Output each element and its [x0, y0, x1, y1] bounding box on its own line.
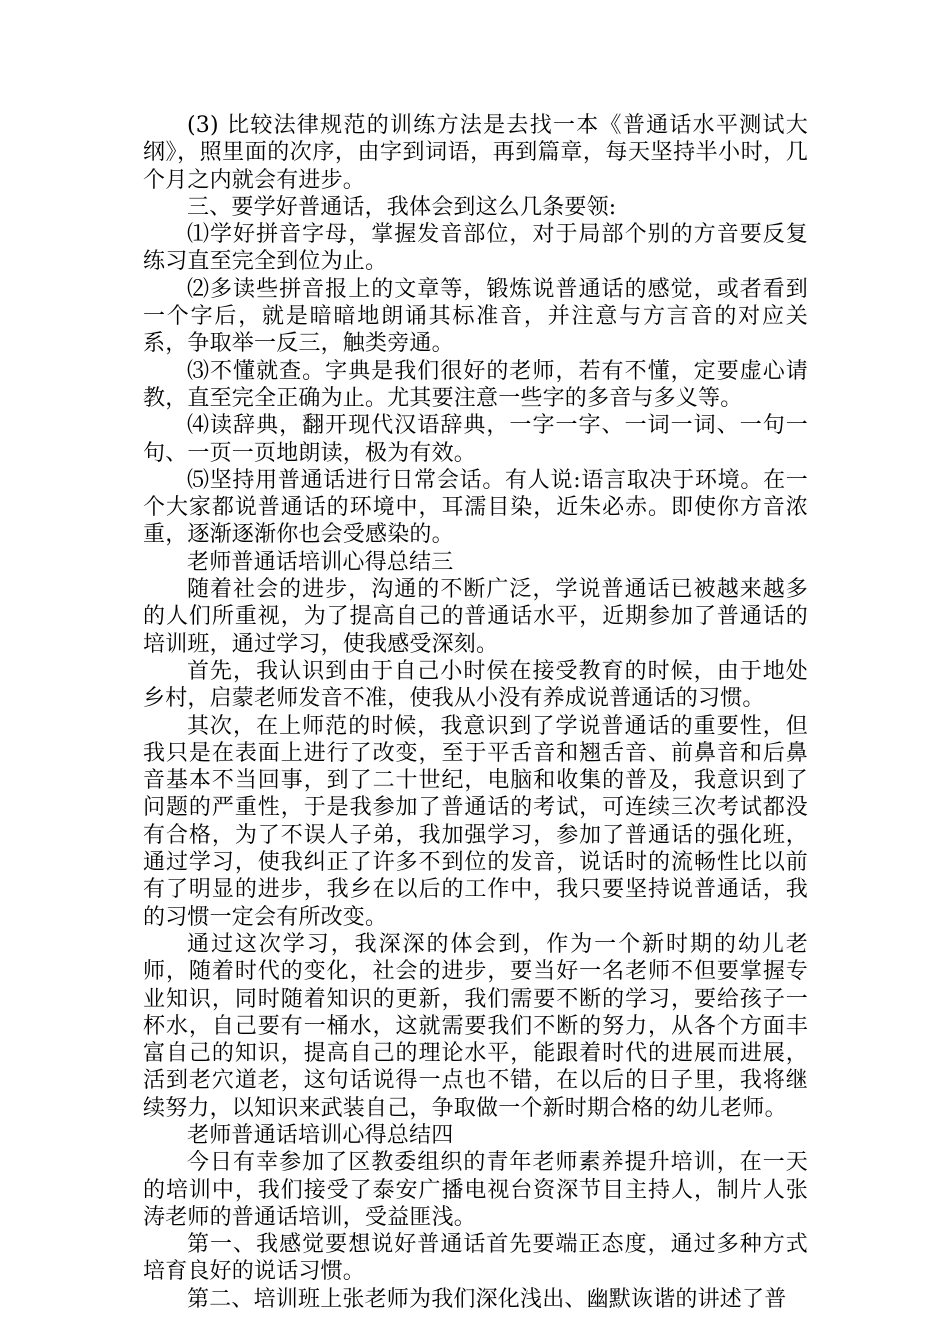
paragraph-6: ⑷读辞典，翻开现代汉语辞典，一字一字、一词一词、一句一句、一页一页地朗读，极为有效。: [143, 413, 808, 466]
document-page: [143, 112, 808, 1313]
paragraph-1: (3) 比较法律规范的训练方法是去找一本《普通话水平测试大纲》，照里面的次序，由字到词语，再到篇章，每天坚持半小时，几个月之内就会有进步。: [143, 113, 808, 193]
paragraph-9: 首先，我认识到由于自己小时侯在接受教育的时候，由于地处乡村，启蒙老师发音不准，使我从小没有养成说普通话的习惯。: [143, 658, 808, 712]
paragraph-2: 三、要学好普通话，我体会到这么几条要领:: [187, 194, 617, 220]
paragraph-11: 通过这次学习，我深深的体会到，作为一个新时期的幼儿老师，随着时代的变化，社会的进步，要当好一名老师不但要掌握专业知识，同时随着知识的更新，我们需要不断的学习，要给孩子一杯水，自己要有一桶水，这就需要我们不断的努力，从各个方面丰富自己的知识，提高自己的理论水平，能跟着时代的进展而进展，活到老穴道老，这句话说得一点也不错，在以后的日子里，我将继续努力，以知识来武装自己，争取做一个新时期合格的幼儿老师。: [143, 931, 808, 1121]
paragraph-5: ⑶不懂就查。字典是我们很好的老师，若有不懂，定要虚心请教，直至完全正确为止。尤其要注意一些字的多音与多义等。: [143, 358, 808, 411]
paragraph-7: ⑸坚持用普通话进行日常会话。有人说:语言取决于环境。在一个大家都说普通话的环境中，耳濡目染，近朱必赤。即使你方音浓重，逐渐逐渐你也会受感染的。: [143, 467, 808, 548]
paragraph-8: 随着社会的进步，沟通的不断广泛，学说普通话已被越来越多的人们所重视，为了提高自己的普通话水平，近期参加了普通话的培训班，通过学习，使我感受深刻。: [143, 577, 808, 657]
paragraph-12: 今日有幸参加了区教委组织的青年老师素养提升培训，在一天的培训中，我们接受了泰安广播电视台资深节目主持人，制片人张涛老师的普通话培训，受益匪浅。: [143, 1150, 808, 1230]
paragraph-13: 第一、我感觉要想说好普通话首先要端正态度，通过多种方式培育良好的说话习惯。: [143, 1232, 808, 1285]
paragraph-4: ⑵多读些拼音报上的文章等，锻炼说普通话的感觉，或者看到一个字后，就是暗暗地朗诵其标准音，并注意与方言音的对应关系，争取举一反三，触类旁通。: [143, 276, 808, 357]
paragraph-10: 其次，在上师范的时候，我意识到了学说普通话的重要性，但我只是在表面上进行了改变，至于平舌音和翘舌音、前鼻音和后鼻音基本不当回事，到了二十世纪，电脑和收集的普及，我意识到了问题的严重性，于是我参加了普通话的考试，可连续三次考试都没有合格，为了不误人子弟，我加强学习，参加了普通话的强化班，通过学习，使我纠正了许多不到位的发音，说话时的流畅性比以前有了明显的进步，我乡在以后的工作中，我只要坚持说普通话，我的习惯一定会有所改变。: [143, 713, 808, 930]
paragraph-14: 第二、培训班上张老师为我们深化浅出、幽默诙谐的讲述了普: [187, 1286, 787, 1312]
section-heading-three: 老师普通话培训心得总结三: [187, 549, 454, 575]
paragraph-3: ⑴学好拼音字母，掌握发音部位，对于局部个别的方音要反复练习直至完全到位为止。: [143, 222, 808, 275]
section-heading-four: 老师普通话培训心得总结四: [187, 1122, 454, 1148]
